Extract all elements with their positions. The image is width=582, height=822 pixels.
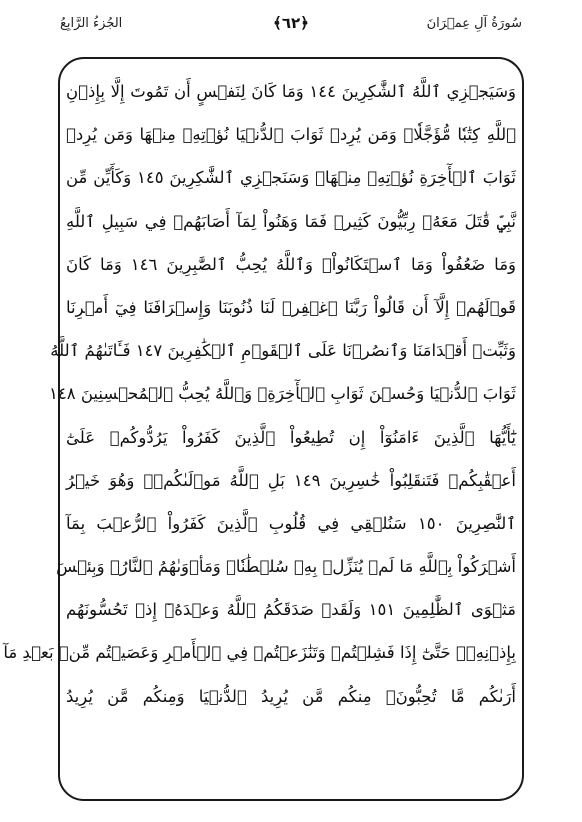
text-line-8: ثَوَابَ ٱلدُّنۡيَا وَحُسۡنَ ثَوَابِ ٱلۡأٓخِرَةِۗ وَٱللَّهُ يُحِبُّ ٱلۡمُحۡسِنِينَ ١٤٨ — [49, 384, 516, 404]
text-line-14: بِإِذۡنِهِۦۖ حَتَّىٰٓ إِذَا فَشِلۡتُمۡ وَتَنَٰزَعۡتُمۡ فِي ٱلۡأَمۡرِ وَعَصَيۡتُم مِّنۢ بَعۡدِ مَآ — [3, 643, 516, 663]
text-body — [3, 70, 517, 718]
text-line-10: أَعۡقَٰبِكُمۡ فَتَنقَلِبُواْ خَٰسِرِينَ ١٤٩ بَلِ ٱللَّهُ مَوۡلَىٰكُمۡۖ وَهُوَ خَيۡرُ — [66, 470, 516, 490]
text-line-15: أَرَىٰكُم مَّا تُحِبُّونَۚ مِنكُم مَّن يُرِيدُ ٱلدُّنۡيَا وَمِنكُم مَّن يُرِيدُ — [66, 686, 516, 706]
text-line-4: نَّبِيّٖ قَٰتَلَ مَعَهُۥ رِبِّيُّونَ كَثِيرٞ فَمَا وَهَنُواْ لِمَآ أَصَابَهُمۡ فِي سَبِيلِ ٱللَّهِ — [66, 211, 516, 231]
page-number: ﴿٦٢﴾ — [273, 14, 309, 32]
text-line-6: قَوۡلَهُمۡ إِلَّآ أَن قَالُواْ رَبَّنَا ٱغۡفِرۡ لَنَا ذُنُوبَنَا وَإِسۡرَافَنَا فِيٓ أَمۡرِنَا — [66, 297, 516, 317]
text-line-9: يَٰٓأَيُّهَا ٱلَّذِينَ ءَامَنُوٓاْ إِن تُطِيعُواْ ٱلَّذِينَ كَفَرُواْ يَرُدُّوكُمۡ عَلَىٰٓ — [66, 427, 516, 447]
text-line-7: وَثَبِّتۡ أَقۡدَامَنَا وَٱنصُرۡنَا عَلَى ٱلۡقَوۡمِ ٱلۡكَٰفِرِينَ ١٤٧ فَـَٔاتَىٰهُمُ ٱللَّهُ — [50, 341, 516, 361]
text-line-13: مَثۡوَى ٱلظَّٰلِمِينَ ١٥١ وَلَقَدۡ صَدَقَكُمُ ٱللَّهُ وَعۡدَهُۥٓ إِذۡ تَحُسُّونَهُم — [66, 600, 517, 620]
page-header — [60, 12, 522, 44]
text-line-12: أَشۡرَكُواْ بِٱللَّهِ مَا لَمۡ يُنَزِّلۡ بِهِۦ سُلۡطَٰنٗاۖ وَمَأۡوَىٰهُمُ ٱلنَّارُۖ وَبِئۡسَ — [56, 557, 516, 577]
text-line-5: وَمَا ضَعُفُواْ وَمَا ٱسۡتَكَانُواْۗ وَٱللَّهُ يُحِبُّ ٱلصَّٰبِرِينَ ١٤٦ وَمَا كَانَ — [66, 254, 517, 274]
juz-name: الجُزءُ الرَّابِعُ — [60, 16, 123, 31]
text-line-2: ٱللَّهِ كِتَٰبٗا مُّؤَجَّلٗاۗ وَمَن يُرِدۡ ثَوَابَ ٱلدُّنۡيَا نُؤۡتِهِۦ مِنۡهَا وَمَن يُرِدۡ — [66, 125, 516, 145]
surah-name: سُورَةُ آلِ عِمۡرَانَ — [426, 16, 522, 31]
text-line-3: ثَوَابَ ٱلۡأٓخِرَةِ نُؤۡتِهِۦ مِنۡهَاۚ وَسَنَجۡزِي ٱلشَّٰكِرِينَ ١٤٥ وَكَأَيِّن مِّن — [66, 168, 516, 188]
text-line-11: ٱلنَّٰصِرِينَ ١٥٠ سَنُلۡقِي فِي قُلُوبِ ٱلَّذِينَ كَفَرُواْ ٱلرُّعۡبَ بِمَآ — [66, 513, 517, 533]
text-line-1: وَسَيَجۡزِي ٱللَّهُ ٱلشَّٰكِرِينَ ١٤٤ وَمَا كَانَ لِنَفۡسٍ أَن تَمُوتَ إِلَّا بِإِذۡنِ — [66, 82, 516, 101]
